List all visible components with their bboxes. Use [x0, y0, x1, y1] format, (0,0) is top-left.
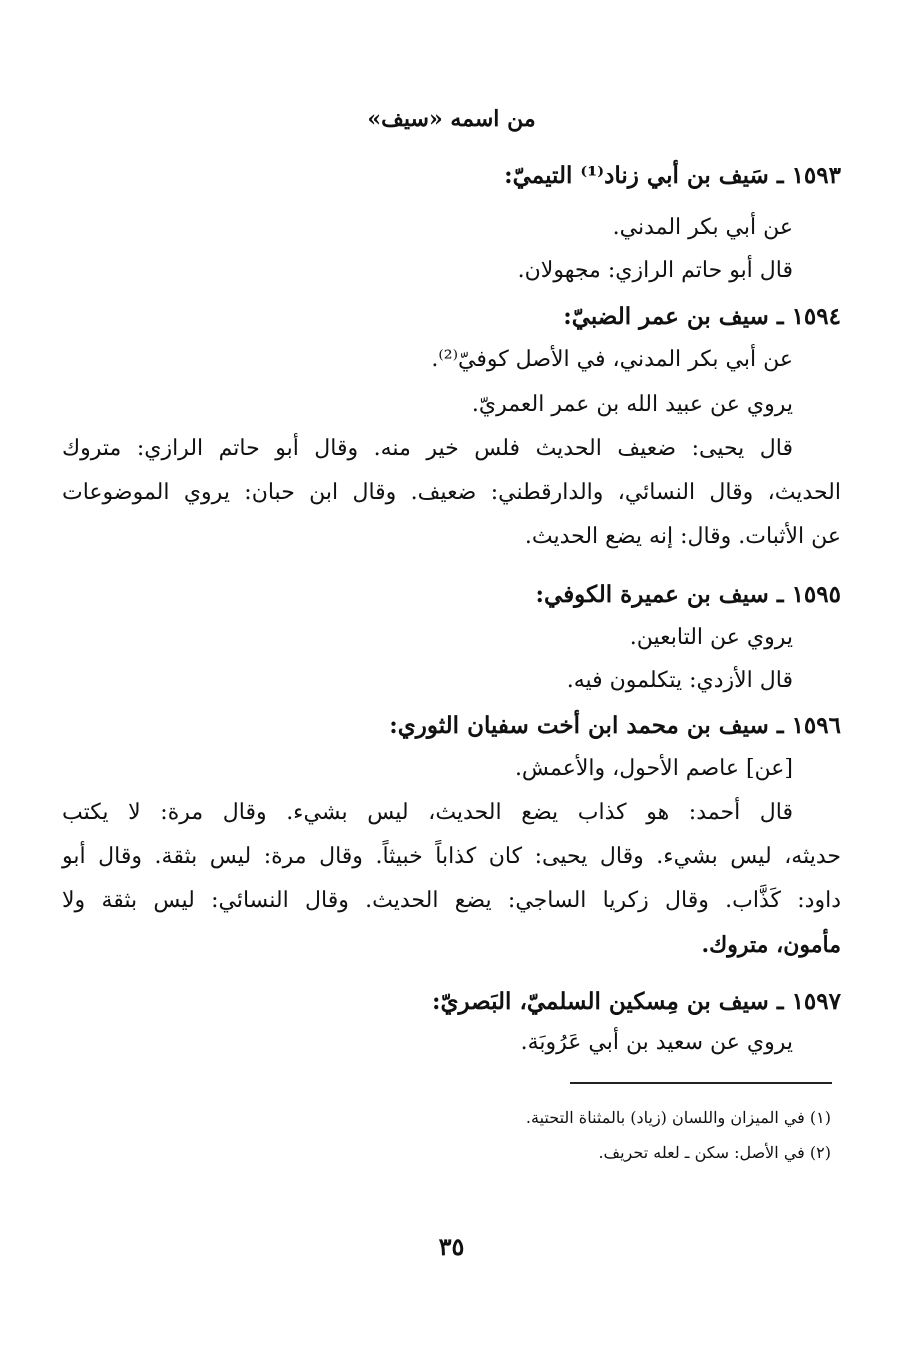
footnote-separator	[570, 1082, 832, 1084]
entry-line: يروي عن سعيد بن أبي عَرُوبَة.	[520, 1030, 793, 1055]
footnote-1: (١) في الميزان واللسان (زياد) بالمثناة التحتية.	[525, 1108, 831, 1127]
entry-heading-1596: ١٥٩٦ ـ سيف بن محمد ابن أخت سفيان الثوري:	[389, 712, 841, 739]
page-number: ٣٥	[438, 1232, 465, 1261]
entry-heading-1595: ١٥٩٥ ـ سيف بن عميرة الكوفي:	[535, 581, 841, 608]
entry-line: [عن] عاصم الأحول، والأعمش.	[514, 756, 793, 781]
entry-heading-1594: ١٥٩٤ ـ سيف بن عمر الضبيّ:	[563, 303, 841, 330]
entry-line: حديثه، ليس بشيء. وقال يحيى: كان كذاباً خبيثاً. وقال مرة: ليس بثقة. وقال أبو	[62, 844, 841, 869]
entry-line: مأمون، متروك.	[701, 932, 841, 958]
entry-line: داود: كَذَّاب. وقال زكريا الساجي: يضع الحديث. وقال النسائي: ليس بثقة ولا	[62, 888, 841, 913]
entry-line: قال أبو حاتم الرازي: مجهولان.	[517, 258, 793, 283]
section-header: من اسمه «سيف»	[367, 106, 536, 132]
entry-line: يروي عن التابعين.	[629, 625, 793, 650]
entry-heading-1597: ١٥٩٧ ـ سيف بن مِسكين السلميّ، البَصريّ:	[431, 988, 841, 1015]
entry-line: الحديث، وقال النسائي، والدارقطني: ضعيف. وقال ابن حبان: يروي الموضوعات	[62, 480, 841, 505]
entry-line: عن الأثبات. وقال: إنه يضع الحديث.	[524, 524, 841, 549]
entry-heading-1593: ١٥٩٣ ـ سَيف بن أبي زناد⁽¹⁾ التيميّ:	[504, 162, 841, 189]
entry-line: قال يحيى: ضعيف الحديث فلس خير منه. وقال أبو حاتم الرازي: متروك	[62, 436, 793, 461]
entry-line: عن أبي بكر المدني، في الأصل كوفيّ⁽²⁾.	[431, 347, 793, 372]
entry-line: قال أحمد: هو كذاب يضع الحديث، ليس بشيء. وقال مرة: لا يكتب	[62, 800, 793, 825]
entry-line: قال الأزدي: يتكلمون فيه.	[566, 668, 793, 693]
entry-line: عن أبي بكر المدني.	[612, 215, 793, 240]
footnote-2: (٢) في الأصل: سكن ـ لعله تحريف.	[598, 1143, 831, 1162]
entry-line: يروي عن عبيد الله بن عمر العمريّ.	[471, 392, 793, 417]
